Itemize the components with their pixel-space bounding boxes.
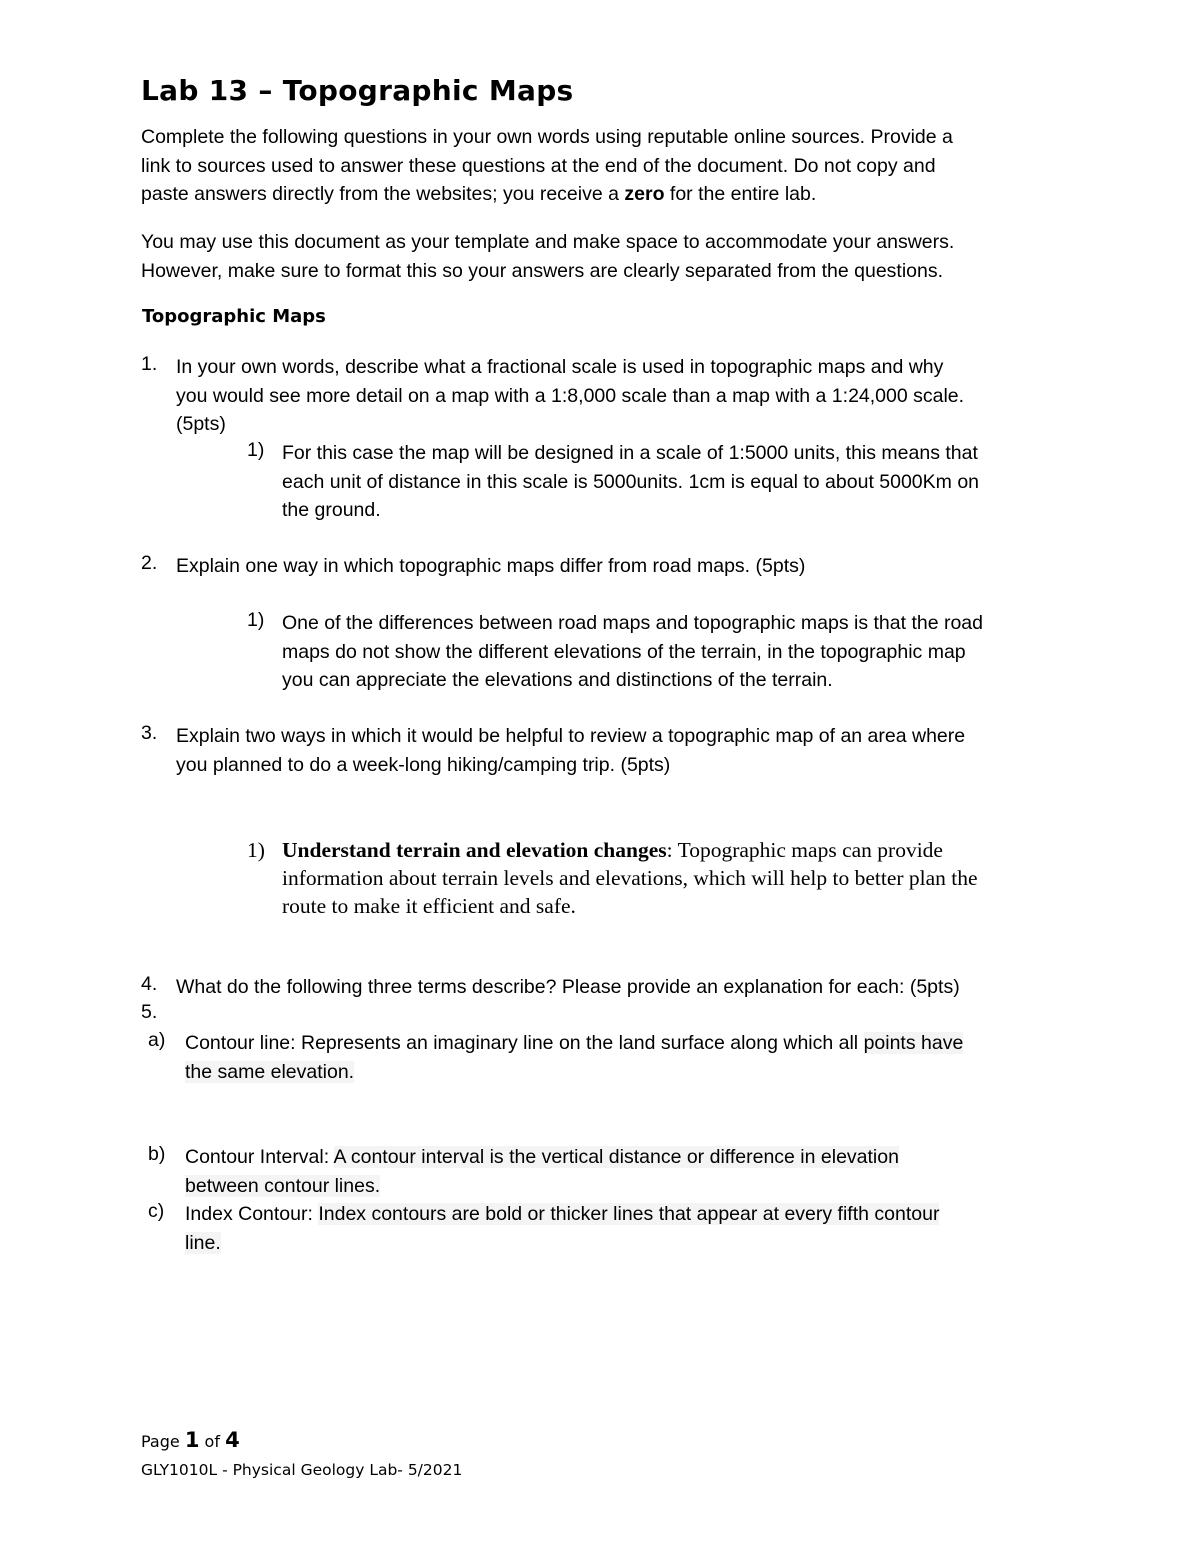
- intro-line-3: paste answers directly from the websites; you receive a zero for the entire lab.: [141, 183, 817, 205]
- template-note-line-1: You may use this document as your template and make space to accommodate your answers.: [141, 231, 955, 253]
- section-heading: Topographic Maps: [142, 306, 326, 327]
- answer-1-text: For this case the map will be designed in a scale of 1:5000 units, this means that each unit of distance in this scale is 5000units. 1cm is equal to about 5000Km on the ground.: [282, 442, 980, 521]
- total-pages: 4: [225, 1428, 240, 1452]
- question-5-number: 5.: [141, 1001, 158, 1023]
- term-c-text: Index Contour: Index contours are bold or thicker lines that appear at every fifth contour line.: [185, 1203, 940, 1254]
- document-title: Lab 13 – Topographic Maps: [141, 74, 574, 107]
- intro-line-2: link to sources used to answer these questions at the end of the document. Do not copy and: [141, 154, 936, 177]
- question-3-number: 3.: [141, 722, 158, 744]
- answer-3-number: 1): [247, 838, 265, 862]
- term-c-label: Index Contour:: [185, 1203, 319, 1225]
- answer-3-bold-term: Understand terrain and elevation changes: [282, 838, 667, 862]
- question-2-text: Explain one way in which topographic maps differ from road maps. (5pts): [176, 555, 806, 577]
- course-footer: GLY1010L - Physical Geology Lab- 5/2021: [141, 1461, 463, 1479]
- template-note-line-2: However, make sure to format this so your answers are clearly separated from the questions.: [141, 259, 944, 282]
- answer-3-text: Understand terrain and elevation changes: Topographic maps can provide information about terrain levels and elevations, which will help to better plan the route to make it efficient and safe.: [282, 838, 978, 918]
- intro-paragraph: [141, 123, 953, 209]
- template-note-paragraph: [141, 228, 954, 285]
- answer-2-text: One of the differences between road maps and topographic maps is that the road maps do not show the different elevations of the terrain, in the topographic map you can appreciate the elevations and distinctions of the terrain.: [282, 612, 984, 691]
- question-4-number: 4.: [141, 973, 158, 995]
- term-c-letter: c): [148, 1200, 165, 1222]
- page-number-footer: Page 1 of 4: [141, 1428, 240, 1452]
- question-1-number: 1.: [141, 353, 158, 375]
- question-1-text: In your own words, describe what a fractional scale is used in topographic maps and why you would see more detail on a map with a 1:8,000 scale than a map with a 1:24,000 scale. (5pts): [176, 356, 965, 435]
- current-page: 1: [184, 1428, 200, 1452]
- term-a-text: Contour line: Represents an imaginary line on the land surface along which all points have the same elevation.: [185, 1032, 964, 1083]
- question-3-text: Explain two ways in which it would be helpful to review a topographic map of an area where you planned to do a week-long hiking/camping trip. (5pts): [176, 725, 966, 776]
- term-b-text: Contour Interval: A contour interval is the vertical distance or difference in elevation between contour lines.: [185, 1146, 899, 1197]
- answer-2-number: 1): [247, 609, 265, 631]
- term-a-label: Contour line:: [185, 1032, 301, 1054]
- term-b-letter: b): [148, 1143, 166, 1165]
- term-b-label: Contour Interval:: [185, 1146, 334, 1168]
- answer-1-number: 1): [247, 439, 265, 461]
- zero-emphasis: zero: [624, 183, 665, 205]
- question-4-text: What do the following three terms describe? Please provide an explanation for each: (5pts): [176, 976, 960, 998]
- intro-line-1: Complete the following questions in your own words using reputable online sources. Provide a: [141, 126, 953, 148]
- question-2-number: 2.: [141, 552, 158, 574]
- term-a-letter: a): [148, 1029, 166, 1051]
